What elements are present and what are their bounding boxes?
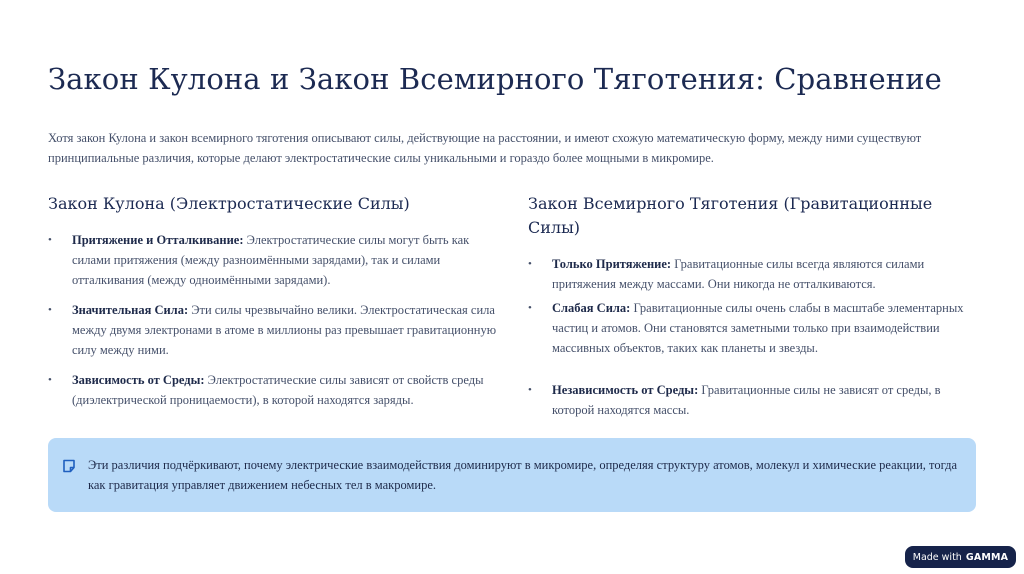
bullet-icon: • xyxy=(48,234,52,246)
coulomb-column xyxy=(48,192,498,420)
gamma-logo: GAMMA xyxy=(965,551,1009,563)
bullet-icon: • xyxy=(528,384,532,396)
note-icon xyxy=(62,458,76,472)
gravity-heading: Закон Всемирного Тяготения (Гравитационные Силы) xyxy=(528,194,933,237)
item-text: Электростатические силы могут быть как силами притяжения (между разноимёнными зарядами), так и силами отталкивания (между одноимёнными зарядами). xyxy=(72,233,470,287)
list-item xyxy=(48,300,498,360)
item-text: Эти силы чрезвычайно велики. Электростатическая сила между двумя электронами в атоме в миллионы раз превышает гравитационную силу между ними. xyxy=(72,303,497,357)
made-with-gamma-badge[interactable] xyxy=(905,546,1016,568)
gravity-column xyxy=(528,192,978,424)
item-text: Гравитационные силы не зависят от среды, в которой находятся массы. xyxy=(552,383,941,417)
list-item xyxy=(48,230,498,290)
gravity-list xyxy=(528,254,978,420)
badge-prefix: Made with xyxy=(912,551,962,563)
page-title: Закон Кулона и Закон Всемирного Тяготения: Сравнение xyxy=(48,62,942,96)
item-label: Зависимость от Среды: xyxy=(72,373,205,387)
item-label: Притяжение и Отталкивание: xyxy=(72,233,244,247)
coulomb-list xyxy=(48,230,498,410)
callout-box xyxy=(48,438,976,512)
list-item xyxy=(48,370,498,410)
item-text: Электростатические силы зависят от свойств среды (диэлектрической проницаемости), в которой находятся заряды. xyxy=(72,373,484,407)
item-label: Независимость от Среды: xyxy=(552,383,699,397)
item-label: Только Притяжение: xyxy=(552,257,672,271)
list-item xyxy=(528,380,978,420)
coulomb-heading: Закон Кулона (Электростатические Силы) xyxy=(48,194,410,213)
bullet-icon: • xyxy=(48,374,52,386)
list-item xyxy=(528,254,978,294)
item-text: Гравитационные силы всегда являются силами притяжения между массами. Они никогда не отталкиваются. xyxy=(552,257,925,291)
bullet-icon: • xyxy=(528,302,532,314)
list-item xyxy=(528,298,978,358)
callout-text: Эти различия подчёркивают, почему электрические взаимодействия доминируют в микромире, определяя структуру атомов, молекул и химические реакции, тогда как гравитация управляет движением небесных тел в макромире. xyxy=(88,458,958,492)
item-label: Значительная Сила: xyxy=(72,303,189,317)
item-label: Слабая Сила: xyxy=(552,301,631,315)
intro-paragraph: Хотя закон Кулона и закон всемирного тяготения описывают силы, действующие на расстоянии, и имеют схожую математическую форму, между ними существуют принципиальные различия, которые делают электростатические силы уникальными и гораздо более мощными в микромире. xyxy=(48,131,922,165)
item-text: Гравитационные силы очень слабы в масштабе элементарных частиц и атомов. Они становятся заметными только при взаимодействии массивных объектов, таких как планеты и звезды. xyxy=(552,301,964,355)
bullet-icon: • xyxy=(48,304,52,316)
bullet-icon: • xyxy=(528,258,532,270)
